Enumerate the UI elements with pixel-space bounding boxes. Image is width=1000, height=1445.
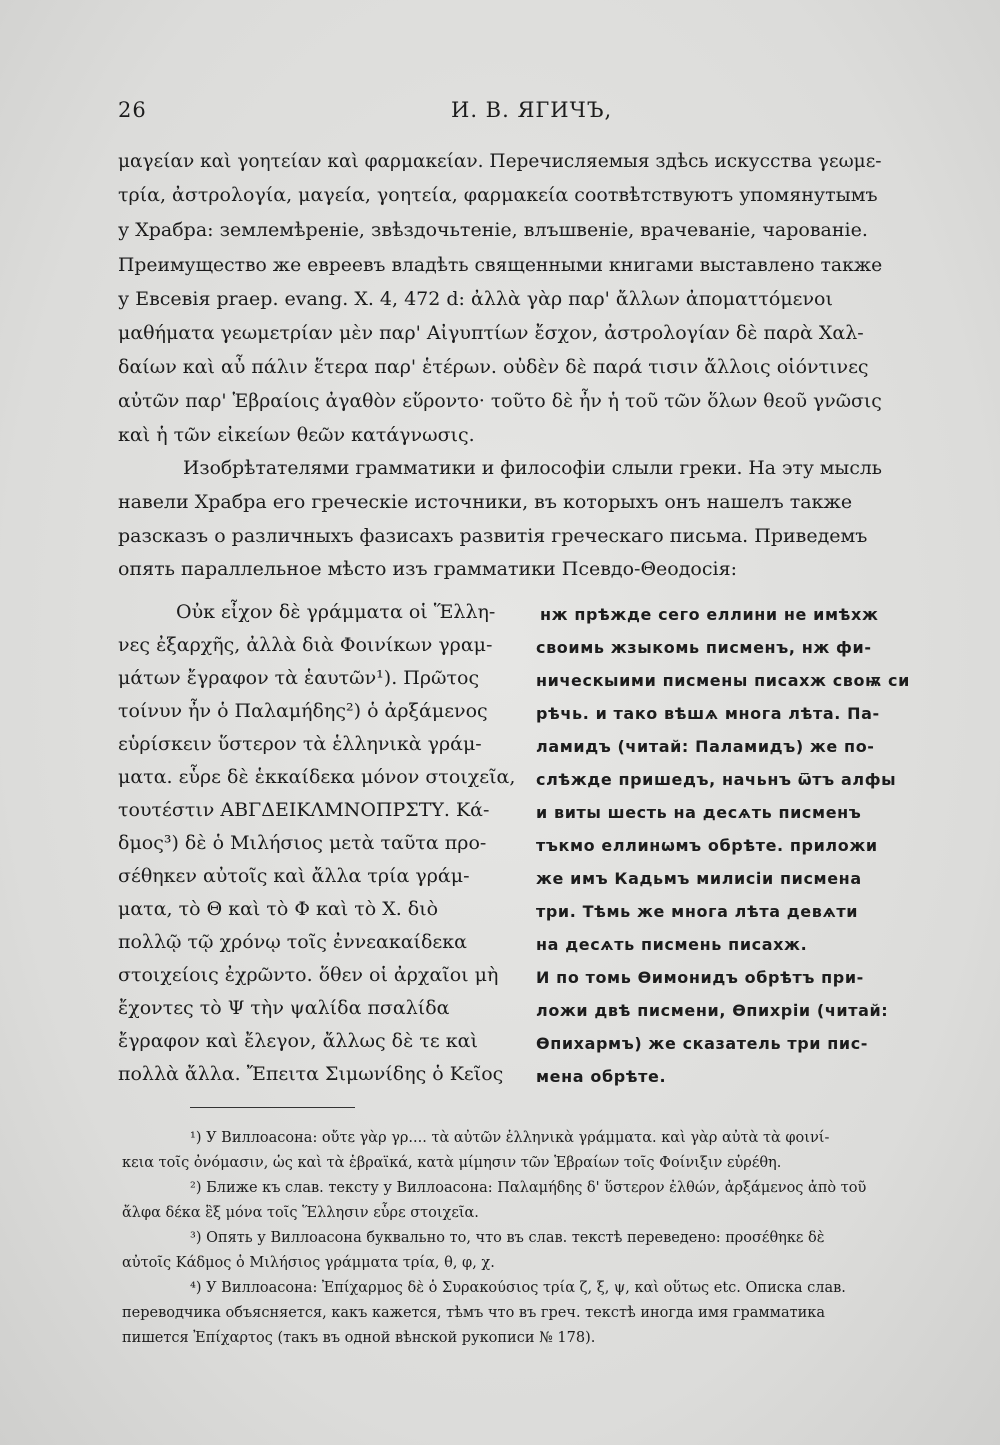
greek-line: πολλὰ ἄλλα. Ἔπειτα Σιμωνίδης ὁ Κεῖος: [118, 1063, 504, 1085]
greek-line: ἔχοντες τὸ Ψ τὴν ψαλίδα πσαλίδα: [118, 997, 450, 1019]
slavonic-line: своимь жзыкомь писменъ, нж фи-: [536, 638, 872, 657]
body-line: у Храбра: землемѣреніе, звѣздочьтеніе, влъшвеніе, врачеваніе, чарованіе.: [118, 219, 868, 241]
body-line: у Евсевія praep. evang. X. 4, 472 d: ἀλλὰ γὰρ παρ' ἄλλων ἀποματτόμενοι: [118, 288, 833, 310]
body-line: навели Храбра его греческіе источники, въ которыхъ онъ нашелъ также: [118, 491, 853, 513]
slavonic-line: тъкмо еллинѡмъ обрѣте. приложи: [536, 836, 878, 855]
footnote-rule: [190, 1107, 355, 1108]
slavonic-line: Ѳпихармъ) же сказатель три пис-: [536, 1034, 869, 1053]
slavonic-line: ложи двѣ писмени, Ѳпихріи (читай:: [536, 1001, 889, 1020]
body-line: αὐτῶν παρ' Ἑβραίοις ἀγαθὸν εὕροντο· τοῦτο δὲ ἦν ἡ τοῦ τῶν ὅλων θεοῦ γνῶσις: [118, 390, 882, 412]
footnote-line: пишется Ἐπίχαρτος (такъ въ одной вѣнской рукописи № 178).: [122, 1330, 596, 1346]
body-line: разсказъ о различныхъ фазисахъ развитія греческаго письма. Приведемъ: [118, 525, 868, 547]
footnote-line: κεια τοῖς ὀνόμασιν, ὡς καὶ τὰ ἑβραϊκά, κατὰ μίμησιν τῶν Ἑβραίων τοῖς Φοίνιξιν εὑρέθη.: [122, 1155, 782, 1171]
footnote-line: ²) Ближе къ слав. тексту у Виллоасона: Παλαμήδης δ' ὕστερον ἐλθών, ἀρξάμενος ἀπὸ τοῦ: [190, 1180, 867, 1196]
slavonic-line: же имъ Кадьмъ милисіи писмена: [536, 869, 862, 888]
slavonic-line: слѣжде пришедъ, начьнъ ѿтъ алфы: [536, 770, 897, 789]
greek-line: πολλῷ τῷ χρόνῳ τοῖς ἐννεακαίδεκα: [118, 931, 467, 953]
slavonic-line: мена обрѣте.: [536, 1067, 667, 1086]
footnote-line: ἄλφα δέκα ἓξ μόνα τοῖς Ἕλλησιν εὗρε στοιχεῖα.: [122, 1205, 479, 1221]
slavonic-line: нж прѣжде сего еллини не имѣхж: [540, 605, 879, 624]
running-title: И. В. ЯГИЧЪ,: [451, 98, 613, 122]
greek-line: δμος³) δὲ ὁ Μιλήσιος μετὰ ταῦτα προ-: [118, 832, 487, 854]
body-line: καὶ ἡ τῶν εἰκείων θεῶν κατάγνωσις.: [118, 424, 475, 446]
page-number: 26: [118, 98, 147, 122]
greek-line: σέθηκεν αὐτοῖς καὶ ἄλλα τρία γράμ-: [118, 865, 470, 887]
slavonic-line: три. Тѣмь же многа лѣта девѧти: [536, 902, 859, 921]
greek-line: ἔγραφον καὶ ἔλεγον, ἄλλως δὲ τε καὶ: [118, 1030, 478, 1052]
greek-line: νες ἐξαρχῆς, ἀλλὰ διὰ Φοινίκων γραμ-: [118, 634, 493, 656]
greek-line: ματα. εὗρε δὲ ἑκκαίδεκα μόνον στοιχεῖα,: [118, 766, 516, 788]
body-line: Преимущество же евреевъ владѣть священными книгами выставлено также: [118, 254, 883, 276]
footnote-line: ⁴) У Виллоасона: Ἐπίχαρμος δὲ ὁ Συρακούσιος τρία ζ, ξ, ψ, καὶ οὕτως etc. Описка слав.: [190, 1280, 846, 1296]
body-line: опять параллельное мѣсто изъ грамматики Псевдо-Θеодосія:: [118, 558, 737, 580]
footnote-line: ¹) У Виллоасона: οὔτε γὰρ γρ.... τὰ αὐτῶν ἑλληνικὰ γράμματα. καὶ γὰρ αὐτὰ τὰ φοινί-: [190, 1130, 830, 1146]
greek-line: τοίνυν ἦν ὁ Παλαμήδης²) ὁ ἀρξάμενος: [118, 700, 488, 722]
greek-line: μάτων ἔγραφον τὰ ἑαυτῶν¹). Πρῶτος: [118, 667, 480, 689]
slavonic-line: И по томь Ѳимонидъ обрѣтъ при-: [536, 968, 864, 987]
slavonic-line: и виты шесть на десѧть писменъ: [536, 803, 862, 822]
greek-line: εὑρίσκειν ὕστερον τὰ ἑλληνικὰ γράμ-: [118, 733, 482, 755]
greek-line: στοιχείοις ἐχρῶντο. ὅθεν οἱ ἀρχαῖοι μὴ: [118, 964, 499, 986]
footnote-line: αὐτοῖς Κάδμος ὁ Μιλήσιος γράμματα τρία, θ, φ, χ.: [122, 1255, 495, 1271]
body-line: τρία, ἀστρολογία, μαγεία, γοητεία, φαρμακεία соотвѣтствуютъ упомянутымъ: [118, 184, 878, 206]
greek-line: τουτέστιν ΑΒΓΔΕΙΚΛΜΝΟΠΡΣΤΥ. Κά-: [118, 799, 490, 821]
footnote-line: ³) Опять у Виллоасона буквально то, что въ слав. текстѣ переведено: προσέθηκε δὲ: [190, 1230, 825, 1246]
body-line: δαίων καὶ αὖ πάλιν ἕτερα παρ' ἑτέρων. οὐδὲν δὲ παρά τισιν ἄλλοις οἱόντινες: [118, 356, 869, 378]
footnote-line: переводчика объясняется, какъ кажется, тѣмъ что въ греч. текстѣ иногда имя грамматика: [122, 1305, 825, 1321]
body-line: μαθήματα γεωμετρίαν μὲν παρ' Αἰγυπτίων ἔσχον, ἀστρολογίαν δὲ παρὰ Χαλ-: [118, 322, 864, 344]
slavonic-line: ламидъ (читай: Паламидъ) же по-: [536, 737, 875, 756]
body-line: μαγείαν καὶ γοητείαν καὶ φαρμακείαν. Перечисляемыя здѣсь искусства γεωμε-: [118, 150, 882, 172]
greek-line: ματα, τὸ Θ καὶ τὸ Φ καὶ τὸ Χ. διὸ: [118, 898, 439, 920]
greek-line: Οὐκ εἶχον δὲ γράμματα οἱ Ἕλλη-: [176, 601, 496, 623]
slavonic-line: на десѧть писмень писахж.: [536, 935, 808, 954]
slavonic-line: рѣчь. и тако вѣшѧ многа лѣта. Па-: [536, 704, 880, 723]
slavonic-line: ническыими писмены писахж своѭ си: [536, 671, 910, 690]
body-line: Изобрѣтателями грамматики и философіи слыли греки. На эту мысль: [183, 457, 882, 479]
